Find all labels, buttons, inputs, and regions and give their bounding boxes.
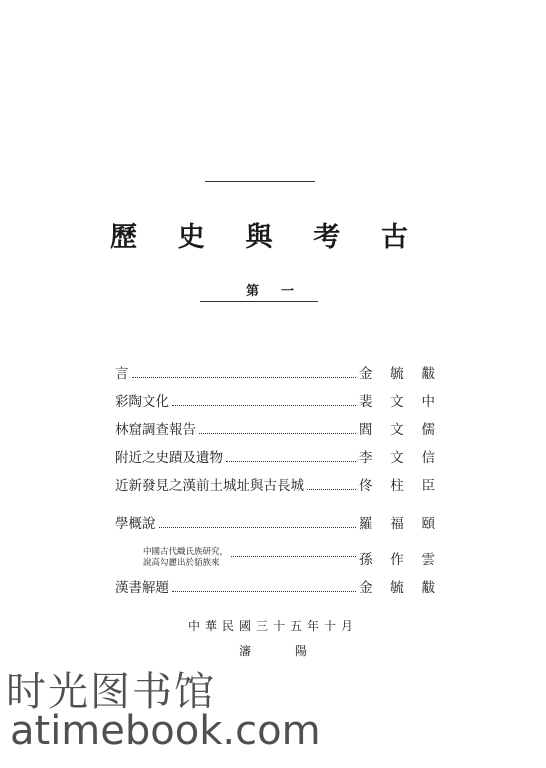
toc-entry[interactable] bbox=[115, 390, 435, 418]
toc-entry[interactable] bbox=[115, 362, 435, 390]
toc-entry[interactable] bbox=[115, 512, 435, 540]
toc-author: 金 毓 黻 bbox=[359, 366, 435, 382]
title-char: 考 bbox=[313, 222, 343, 253]
toc-entry[interactable] bbox=[115, 446, 435, 474]
title-char: 史 bbox=[177, 222, 207, 253]
leader-dots bbox=[172, 405, 356, 406]
volume-label: 第一 bbox=[245, 284, 316, 299]
toc-title: 中國古代織氏族研究， 說高勾麗出於貊族來 bbox=[143, 547, 229, 568]
leader-dots bbox=[132, 377, 357, 378]
title-char: 與 bbox=[245, 222, 275, 253]
leader-dots bbox=[172, 591, 356, 592]
leader-dots bbox=[231, 556, 356, 557]
toc-author: 金 毓 黻 bbox=[359, 580, 435, 596]
toc-title: 附近之史蹟及遺物 bbox=[115, 450, 223, 466]
watermark-url: atimebook.com bbox=[10, 708, 321, 754]
leader-dots bbox=[226, 461, 356, 462]
toc-title: 漢書解題 bbox=[115, 580, 169, 596]
leader-dots bbox=[307, 489, 356, 490]
toc-title: 近新發見之漢前土城址與古長城 bbox=[115, 478, 304, 494]
toc-title: 學概說 bbox=[115, 516, 156, 532]
watermark-text: 时光图书馆 bbox=[6, 669, 216, 715]
toc-author: 裴 文 中 bbox=[359, 394, 435, 410]
publication-date: 中華民國三十五年十月 bbox=[187, 619, 358, 633]
top-rule bbox=[205, 181, 315, 182]
book-title bbox=[110, 215, 410, 254]
toc-author: 閻 文 儒 bbox=[359, 422, 435, 438]
toc-entry[interactable] bbox=[115, 576, 435, 604]
leader-dots bbox=[159, 527, 357, 528]
table-of-contents bbox=[115, 362, 435, 604]
title-char: 古 bbox=[381, 222, 410, 253]
publication-place: 瀋 陽 bbox=[238, 644, 308, 658]
volume-rule bbox=[200, 301, 318, 302]
toc-entry[interactable] bbox=[115, 418, 435, 446]
toc-title: 彩陶文化 bbox=[115, 394, 169, 410]
leader-dots bbox=[199, 433, 356, 434]
toc-author: 羅 福 頤 bbox=[359, 516, 435, 532]
toc-author: 孫 作 雲 bbox=[359, 552, 435, 568]
toc-author: 佟 柱 臣 bbox=[359, 478, 435, 494]
title-char: 歷 bbox=[110, 222, 139, 253]
toc-entry[interactable] bbox=[115, 540, 435, 576]
toc-entry[interactable] bbox=[115, 474, 435, 502]
toc-author: 李 文 信 bbox=[359, 450, 435, 466]
toc-title: 林窟調查報告 bbox=[115, 422, 196, 438]
toc-title: 言 bbox=[115, 366, 129, 382]
